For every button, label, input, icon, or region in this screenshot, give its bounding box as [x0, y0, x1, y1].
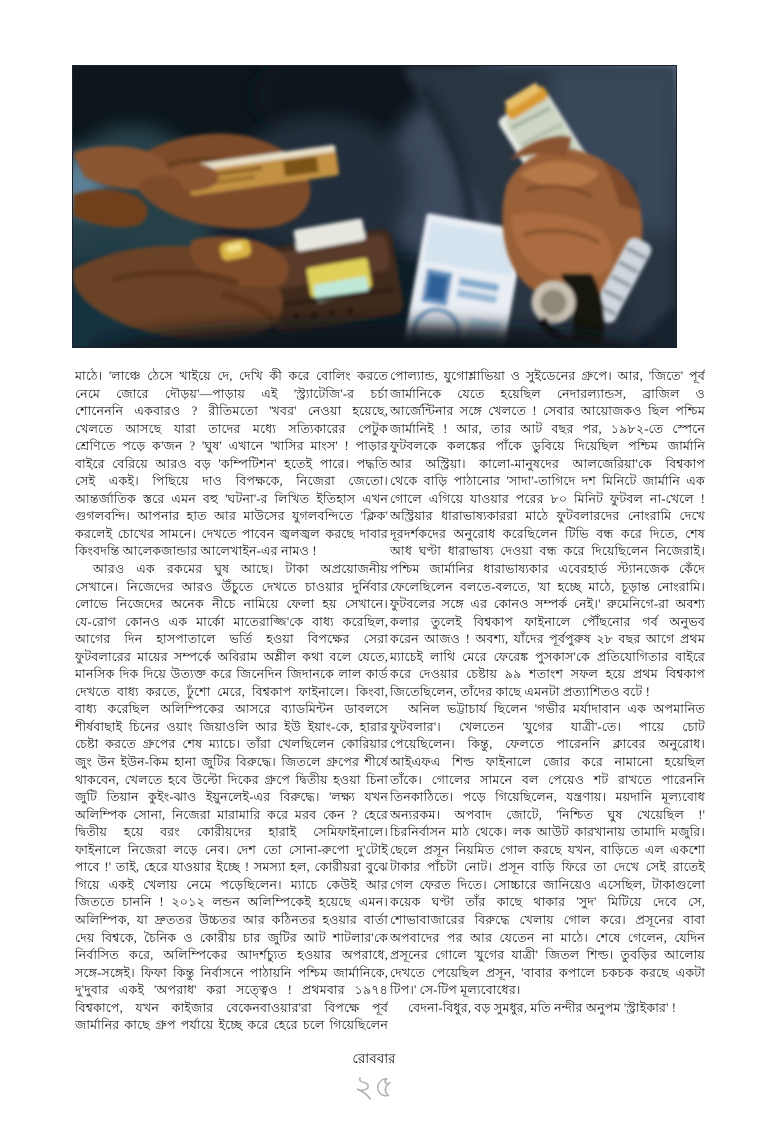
article-line: জুং উন ইউন-কিম হানা জুটির বিরুদ্ধে। জিতলে গ্রুপের শীর্ষে [75, 755, 388, 770]
article-line: প্রসূনের গোলে 'যুগের যাত্রী' জিতল শিল্ড। তুবড়ির আলোয় [390, 948, 705, 963]
article-line: চিরনির্বাসন মাঠ থেকে। লক আউট কারখানায় তামাদি মজুরি। [390, 825, 705, 840]
article-line: আর অস্ট্রিয়া। কালো-মানুষদের আলজেরিয়া'কে বিশ্বকাপ [390, 456, 705, 471]
article-line: টিপ।' সে-টিপ মূল্যবোধের। [390, 983, 521, 998]
article-line: টাকার পাঁচটা নোট। প্রসূন বাড়ি ফিরে তা দেখে সেই রাতেই [390, 860, 705, 875]
article-line: পেয়েছিলেন। কিন্তু, ফেলতে পারেননি ক্লাবের অনুরোধ। [390, 737, 705, 752]
article-line: শোনেননি একবারও ? রীতিমতো 'খবর' নেওয়া হয়েছে, [75, 404, 388, 419]
article-column-left [75, 368, 388, 1035]
article-line: সেই একই। পিছিয়ে দাও বিপক্ষকে, নিজেরা জেতো। [75, 474, 388, 489]
photo-illustration [73, 66, 676, 347]
article-line: ফুটবলারের মায়ের সম্পর্কে অবিরাম অশ্লীল কথা বলে যেতে, [75, 649, 388, 664]
article-line: অলিম্পিক সোনা, নিজেরা মারামারি করে মরব কেন ? হেরে [75, 807, 388, 822]
article-line: আরও এক রকমের ঘুষ আছে। টাকা অপ্রয়োজনীয় [93, 562, 388, 577]
article-line: শীর্ষবাছাই চিনের ওয়াং জিয়াওলি আর ইউ ইয়াং-কে, হারার [75, 719, 388, 734]
footer-day-label: রোববার [352, 1051, 396, 1066]
article-line: আধ ঘণ্টা ধারাভাষ্য দেওয়া বন্ধ করে দিয়েছিলেন নিজেরাই। [390, 544, 705, 559]
article-line: জুটি তিয়ান কুইং-ঝাও ইয়ুনলেই-এর বিরুদ্ধে। 'লক্ষ্য যখন [75, 790, 388, 805]
page-footer [0, 1048, 748, 1102]
article-line: দেখতে পেয়েছিল প্রসূন, 'বাবার কপালে চকচক করছে একটা [390, 965, 705, 980]
article-line: ছেলে প্রসূন নিয়মিত গোল করছে যখন, বাড়িতে এল একশো [390, 842, 705, 857]
article-line: তাঁকে। গোলের সামনে বল পেয়েও শট রাখতে পারেননি [390, 772, 705, 787]
article-line: পোল্যান্ড, যুগোশ্লাভিয়া ও সুইডেনের গ্রুপে। আর, 'জিতে' পূর্ব [390, 369, 705, 383]
article-line: ম্যাচেই লাথি মেরে ফেরেঙ্ক পুসকাস'কে প্রতিযোগিতার বাইরে [390, 649, 705, 664]
article-line: চেষ্টা করতে গ্রুপের শেষ ম্যাচে। তাঁরা খেলছিলেন কোরিয়ার [75, 737, 388, 752]
article-line: গুগলবন্দি। আপনার হাত আর মাউসের যুগলবন্দিতে 'ক্লিক' [75, 509, 388, 524]
article-line: কলার তুলেই বিশ্বকাপ ফাইনালে পৌঁছনোর গর্ব অনুভব [390, 614, 705, 629]
article-line: ফাইনালে নিজেরা লড়ে নেব। দেশ তো সোনা-রুপো দু'টোই [75, 842, 388, 857]
article-line: লোভে নিজেদের অনেক নীচে নামিয়ে ফেলা হয় সেখানে। [75, 597, 388, 612]
article-line: আইএফএ শিল্ড ফাইনালে জোর করে নামানো হয়েছিল [390, 755, 705, 770]
article-line: বাধ্য করেছিল অলিম্পিকের আসরে ব্যাডমিন্টন ডাবলসে [75, 702, 388, 717]
article-line: জিততে চাননি ! ২০১২ লন্ডন অলিম্পিকেই হয়েছে এমন। [75, 895, 388, 910]
article-line: বাইরে বেরিয়ে আরও বড় 'কম্পিটিশন' হতেই পারে। পদ্ধতি [75, 456, 388, 471]
article-line: কিংবদন্তি আলেকজান্ডার আলেখাইন-এর নামও ! [75, 544, 317, 559]
article-line: দ্বিতীয় হয়ে বরং কোরীয়দের হারাই সেমিফাইনালে। [75, 825, 388, 840]
article-line: ফুটবলার'। খেলতেন 'যুগের যাত্রী'-তে। পায়ে চোট [390, 719, 705, 734]
article-line: বিশ্বকাপে, যখন কাইজার বেকেনবাওয়ার'রা বিপক্ষে পূর্ব [75, 1000, 388, 1015]
article-line: জার্মানির কাছে গ্রুপ পর্যায়ে ইচ্ছে করে হেরে চলে গিয়েছিলেন [75, 1018, 388, 1033]
article-line: আগের দিন হাসপাতালে ভর্তি হওয়া বিপক্ষের সেরা [75, 632, 388, 647]
article-line: আন্তর্জাতিক স্তরে এমন বহু 'ঘটনা'-র লিখিত ইতিহাস এখন [75, 491, 388, 506]
article-line: থাকবেন, খেলতে হবে উল্টো দিকের গ্রুপে দ্বিতীয় হওয়া চিনা [75, 772, 388, 787]
article-line: জিতেছিলেন, তাঁদের কাছে এমনটা প্রত্যাশিতও বটে ! [390, 684, 650, 699]
article-line: করেন আজও ! অবশ্য, যাঁদের পূর্বপুরুষ ২৮ বছর আগে প্রথম [390, 632, 705, 647]
article-line: পাবে !' তাই, হেরে যাওয়ার ইচ্ছে ! সমস্যা হল, কোরীয়রা বুঝে [75, 860, 388, 875]
article-line: দু'দুবার একই 'অপরাধ' করা সত্ত্বেও ! প্রথমবার ১৯৭৪ [75, 983, 388, 998]
article-line: খেলতে আসছে যারা তাদের মধ্যে সত্যিকারের পেটুক [75, 421, 388, 436]
article-line: ফুটবলকে কলঙ্কের পাঁকে ডুবিয়ে দিয়েছিল পশ্চিম জার্মানি [390, 439, 705, 454]
article-line: সঙ্গে-সঙ্গেই। ফিফা কিন্তু নির্বাসনে পাঠায়নি পশ্চিম জার্মানিকে, [75, 965, 388, 980]
article-line: ফুটবলের সঙ্গে এর কোনও সম্পর্ক নেই।' রুমেনিগে-রা অবশ্য [390, 597, 705, 612]
article-line: মাঠে। 'লাঞ্চে ঠেসে খাইয়ে দে, দেখি কী করে বোলিং করতে [75, 369, 388, 383]
hands-exchanging-money-photo [72, 65, 677, 348]
article-line: অলিম্পিক, যা দ্রুততর উচ্চতর আর কঠিনতর হওয়ার বার্তা [75, 912, 388, 927]
article-line: তিনকাঠিতে। পড়ে গিয়েছিলেন, যন্ত্রণায়। ময়দানি মূল্যবোধ [390, 790, 705, 805]
article-line: করে দেওয়ার চেষ্টায় ৯৯ শতাংশ সফল হয়ে প্রথম বিশ্বকাপ [390, 667, 705, 682]
article-line: দূরদর্শকদের অনুরোধ করেছিলেন টিভি বন্ধ করে দিতে, শেষ [390, 526, 705, 541]
article-line: আর্জেন্টিনার সঙ্গে খেলতে ! সেবার আয়োজকও ছিল পশ্চিম [390, 404, 705, 419]
article-line: শ্রেণিতে পড়ে ক'জন ? 'ঘুষ' এখানে 'খাসির মাংস' ! পাড়ার [75, 439, 388, 454]
article-line: অনিল ভট্টাচার্য ছিলেন 'গভীর মর্যাদাবান এক অপমানিত [408, 702, 705, 717]
article-line: বেদনা-বিধুর, বড় সুমধুর, মতি নন্দীর অনুপম 'স্ট্রাইকার' ! [408, 1000, 677, 1015]
page-number: ২৫ [353, 1069, 395, 1104]
article-column-right [390, 368, 705, 1017]
article-line: পশ্চিম জার্মানির ধারাভাষ্যকার এবেরহার্ড স্ট্যানজেক কেঁদে [390, 562, 705, 577]
article-line: কয়েক ঘণ্টা তাঁর কাছে থাকার 'সুদ' মিটিয়ে দেবে সে, [390, 895, 705, 910]
article-line: গেল ফেরত দিতে। সোচ্চারে জানিয়েও এসেছিল, টাকাগুলো [390, 877, 705, 892]
article-line: অন্যরকম। অপবাদ জোটে, 'নিশ্চিত ঘুষ খেয়েছিল !' [390, 807, 705, 822]
article-line: জার্মানিই ! আর, তার আট বছর পর, ১৯৮২-তে স্পেনে [390, 421, 705, 436]
article-line: করলেই চোখের সামনে। দেখতে পাবেন জ্বলজ্বল করছে দাবার [75, 526, 388, 541]
article-line: নেমে জোরে দৌড়য়'—পাড়ায় এই 'স্ট্র্যাটেজি'-র চর্চা [75, 386, 388, 401]
article-line: দেখতে বাধ্য করতে, ঢুঁশো মেরে, বিশ্বকাপ ফাইনালে। কিংবা, [75, 684, 388, 699]
article-line: সেখানে। নিজেদের আরও উঁচুতে দেখতে চাওয়ার দুর্নিবার [75, 579, 388, 594]
article-line: শোভাবাজারের বিরুদ্ধে খেলায় গোল করে। প্রসূনের বাবা [390, 912, 705, 927]
article-line: নির্বাসিত করে, অলিম্পিকের আদর্শচ্যুত হওয়ার অপরাধে, [75, 948, 388, 963]
article-line: অপবাদের পর আর যেতেন না মাঠে। শেষে গেলেন, যেদিন [390, 930, 705, 945]
article-line: অস্ট্রিয়ার ধারাভাষ্যকাররা মাঠে ফুটবলারদের নোংরামি দেখে [390, 509, 705, 524]
article-line: জার্মানিকে যেতে হয়েছিল নেদারল্যান্ডস, ব্রাজিল ও [390, 386, 705, 401]
article-line: মানসিক দিক দিয়ে উত্যক্ত করে জিনেদিন জিদানকে লাল কার্ড [75, 667, 388, 682]
article-line: দেয় বিশ্বকে, চৈনিক ও কোরীয় চার জুটির আট শাটলার'কে [75, 930, 388, 945]
article-line: যে-রোগ কোনও এক মার্কো মাতেরাজ্জি'কে বাধ্য করেছিল, [75, 614, 388, 629]
article-line: ফেলেছিলেন বলতে-বলতে, 'যা হচ্ছে মাঠে, চূড়ান্ত নোংরামি। [390, 579, 705, 594]
article-line: গিয়ে একই খেলায় নেমে পড়েছিলেন। ম্যাচে কেউই আর [75, 877, 388, 892]
article-line: থেকে বাড়ি পাঠানোর 'সাদা'-তাগিদে দশ মিনিটে জার্মানি এক [390, 474, 705, 489]
article-line: গোলে এগিয়ে যাওয়ার পরের ৮০ মিনিট ফুটবল না-খেলে ! [390, 491, 705, 506]
